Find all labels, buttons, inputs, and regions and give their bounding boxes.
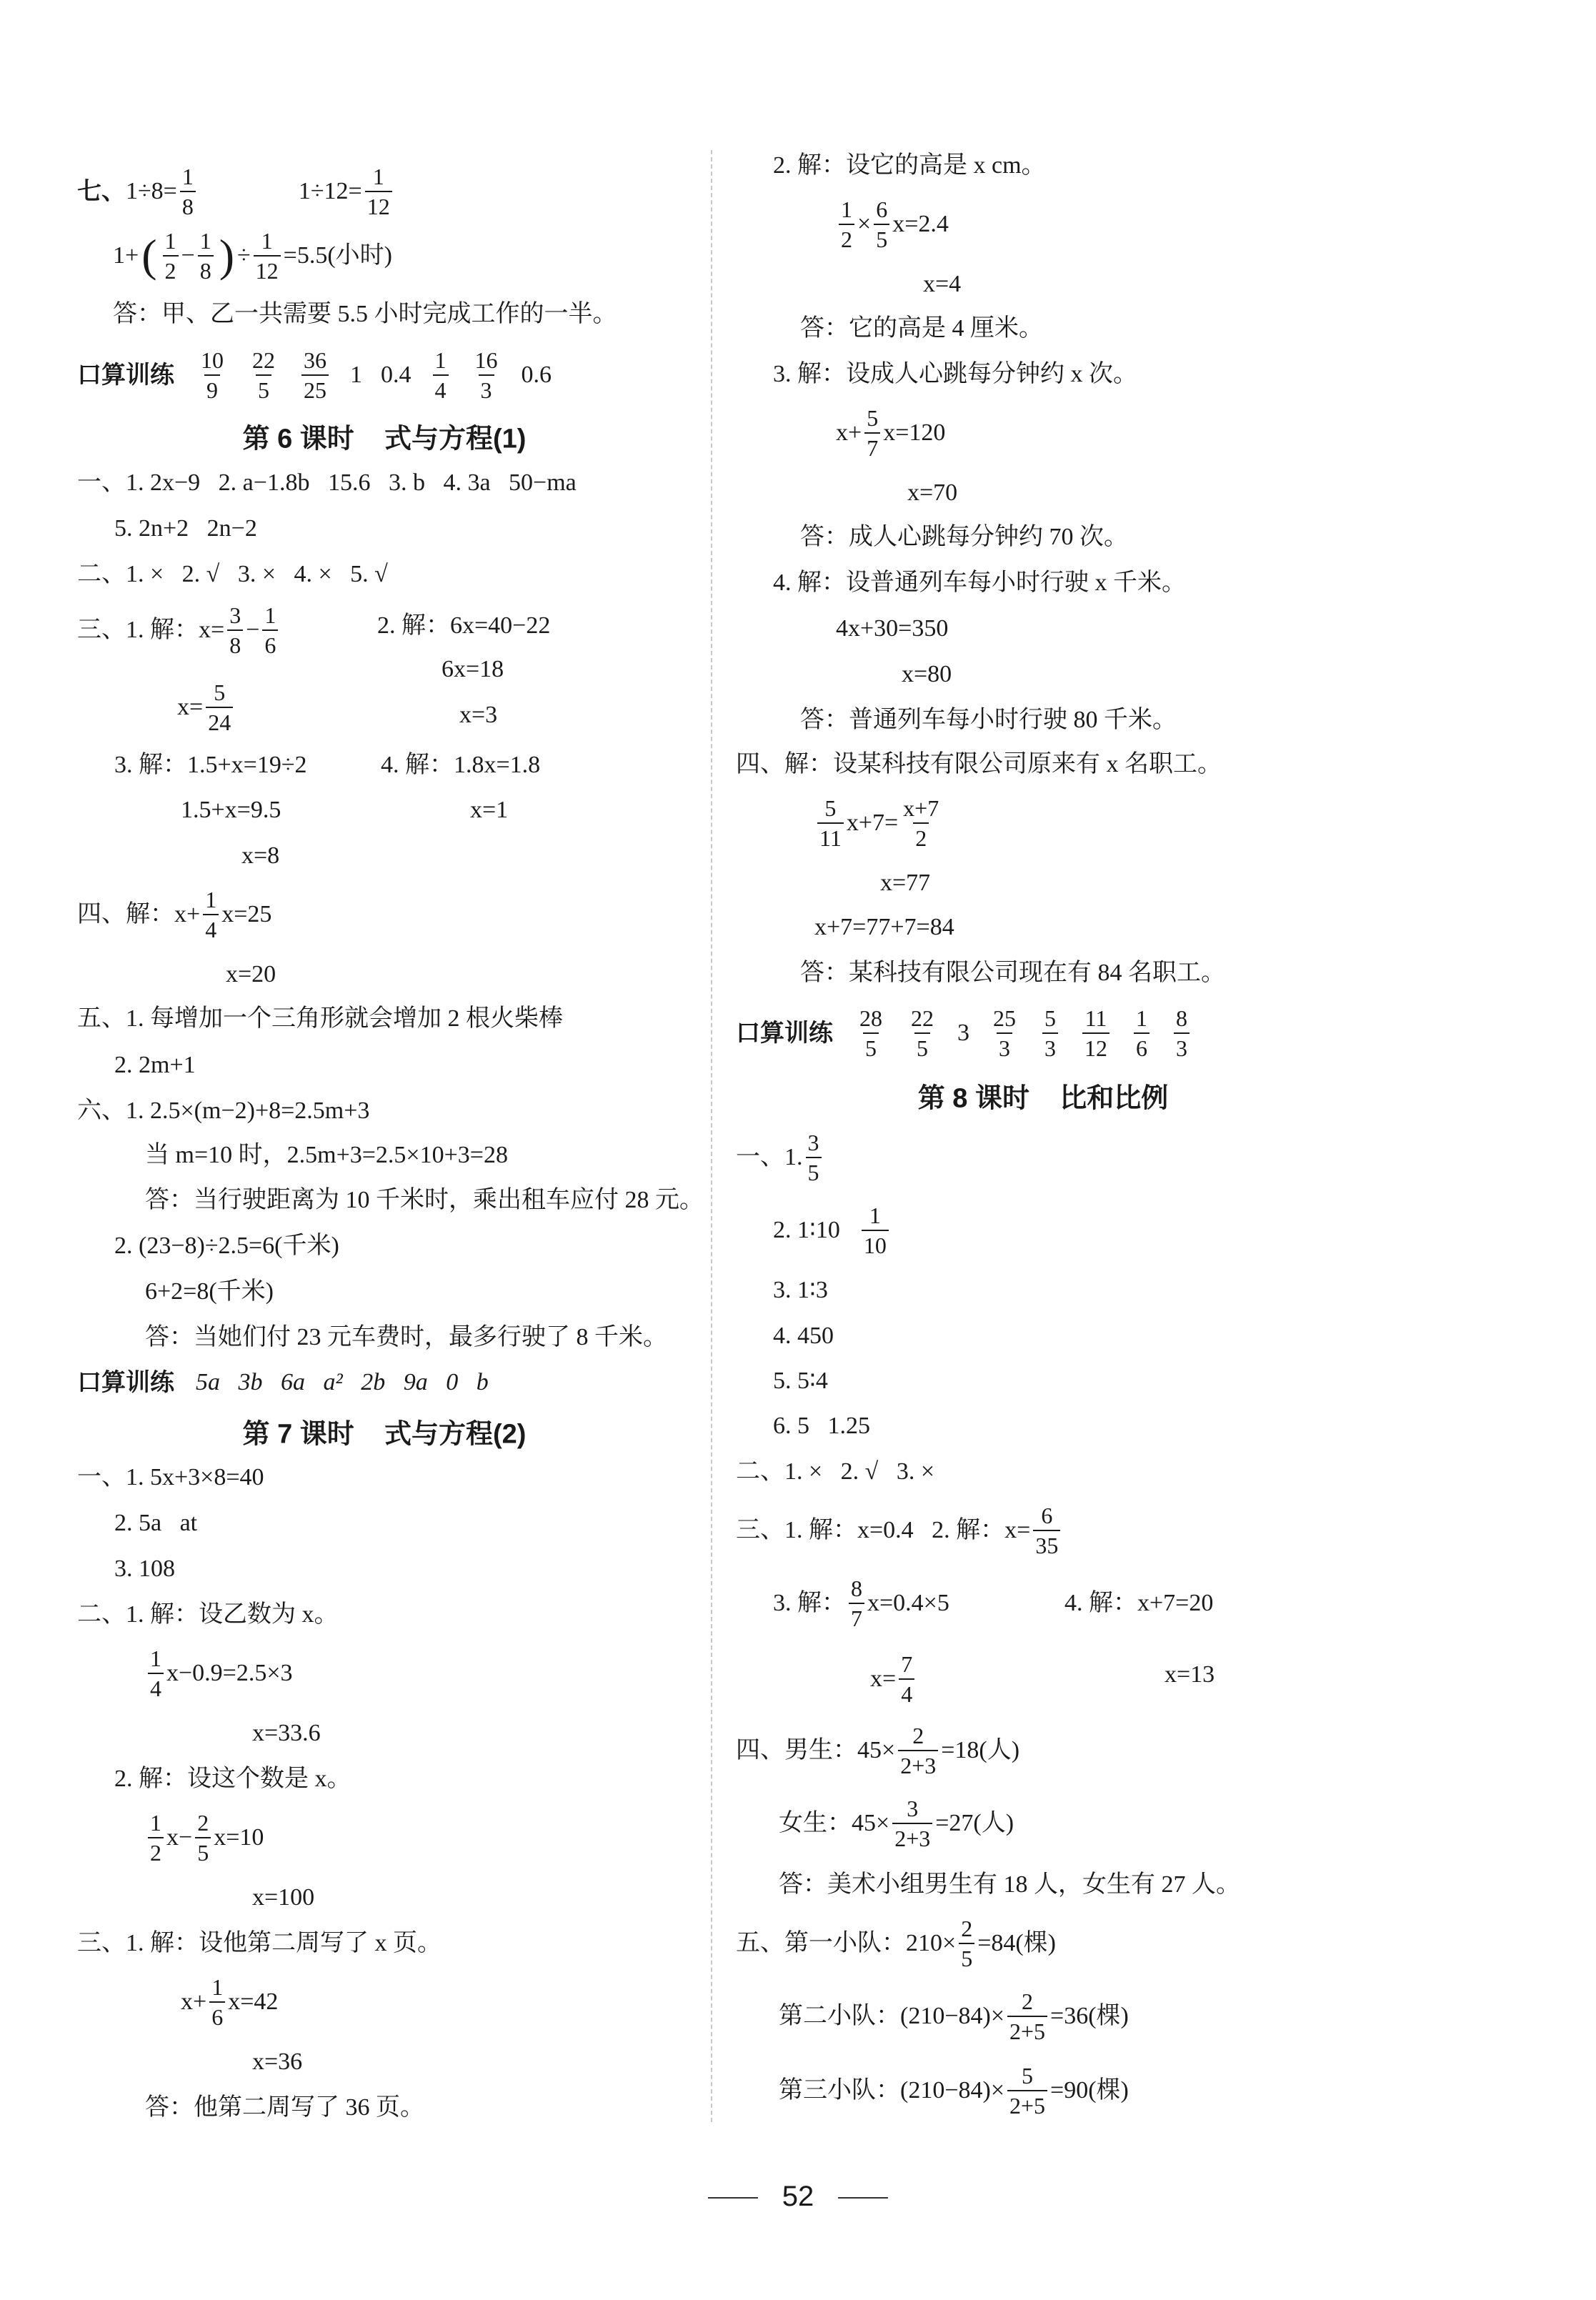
r4-line4: 答：普通列车每小时行驶 80 千米。	[800, 707, 1177, 733]
u3-line1: 三、1. 解：x=0.4 2. 解：x= $\frac{6}{35}$	[736, 1504, 1063, 1557]
u3-q4-line2: x=13	[1164, 1661, 1215, 1688]
s3-q2-line1: 2. 解：6x=40−22	[377, 612, 551, 639]
lesson6-heading: 第 6 课时 式与方程(1)	[242, 424, 527, 454]
u3-line2: 3. 解： 8 7 x=0.4×5	[773, 1575, 949, 1631]
r5-line3: x=77	[880, 870, 931, 896]
s3-q3-line2: 1.5+x=9.5	[181, 797, 281, 823]
u2-line: 二、1. × 2. √ 3. ×	[736, 1458, 935, 1485]
fraction: $\frac{1}{8}$	[180, 165, 196, 218]
r3-line2: x+ $\frac{5}{7}$ x=120	[836, 405, 946, 461]
s6-line1: 六、1. 2.5×(m−2)+8=2.5m+3	[77, 1097, 370, 1124]
t2-line1: 二、1. 解：设乙数为 x。	[77, 1601, 339, 1628]
u1-line1: 一、1. 3 5	[736, 1131, 824, 1184]
q7-answer: 答：甲、乙一共需要 5.5 小时完成工作的一半。	[113, 301, 617, 327]
r5-line1: 四、解：设某科技有限公司原来有 x 名职工。	[736, 751, 1222, 777]
s6-line2: 当 m=10 时，2.5m+3=2.5×10+3=28	[145, 1142, 508, 1168]
t3-line3: x=36	[252, 2048, 303, 2075]
u5-line1: 五、第一小队：210× $\frac{2}{5}$ =84(棵)	[736, 1916, 1057, 1971]
r2-line1: 2. 解：设它的高是 x cm。	[773, 152, 1046, 179]
right-column	[736, 0, 1350, 2215]
q7-eq2: 1÷12=	[298, 178, 362, 204]
t1-line1: 一、1. 5x+3×8=40	[77, 1464, 264, 1490]
u1-line3: 3. 1∶3	[773, 1277, 828, 1303]
r4-line3: x=80	[902, 661, 952, 687]
s3-q2-line3: x=3	[459, 702, 498, 728]
s2-line: 二、1. × 2. √ 3. × 4. × 5. √	[77, 561, 388, 587]
s5-line1: 五、1. 每增加一个三角形就会增加 2 根火柴棒	[77, 1005, 563, 1032]
s5-line2: 2. 2m+1	[114, 1052, 196, 1078]
t3-line4: 答：他第二周写了 36 页。	[145, 2094, 424, 2121]
u3-line3: x= $\frac{7}{4}$	[870, 1653, 917, 1706]
s4-line2: x=20	[226, 961, 276, 987]
u4-line3: 答：美术小组男生有 18 人，女生有 27 人。	[779, 1871, 1240, 1898]
r2-line3: x=4	[923, 271, 962, 297]
r2-line4: 答：它的高是 4 厘米。	[800, 315, 1043, 342]
t3-line1: 三、1. 解：设他第二周写了 x 页。	[77, 1930, 442, 1956]
r3-line3: x=70	[907, 479, 958, 506]
t2-q2-line3: x=100	[252, 1884, 315, 1911]
r5-line4: x+7=77+7=84	[814, 914, 954, 940]
u5-line3: 第三小队：(210−84)× $\frac{5}{2+5}$ =90(棵)	[779, 2063, 1129, 2119]
t2-line3: x=33.6	[252, 1720, 321, 1746]
t1-line3: 3. 108	[114, 1555, 175, 1582]
s3-q4-line1: 4. 解：1.8x=1.8	[381, 752, 541, 778]
q7-line1	[77, 165, 395, 218]
u5-line2: 第二小队：(210−84)× $\frac{2}{2+5}$ =36(棵)	[779, 1988, 1129, 2044]
s6-line6: 答：当她们付 23 元车费时，最多行驶了 8 千米。	[145, 1324, 667, 1350]
fraction: $\frac{1}{12}$	[365, 165, 392, 218]
q7-line2: 1+ ( 1 2 − $\frac{1}{8}$ ) ÷ $\frac{1}{12}$ =5.5(小时)	[113, 228, 392, 284]
u1-line6: 6. 5 1.25	[773, 1413, 870, 1439]
fraction: $\frac{1}{12}$	[254, 229, 281, 282]
r5-line5: 答：某科技有限公司现在有 84 名职工。	[800, 960, 1225, 986]
q7-prefix: 七、	[77, 178, 126, 205]
s3-line1: 三、1. 解：x= $\frac{3}{8}$ − $\frac{1}{6}$	[77, 604, 281, 657]
s3-q1-line2: x= $\frac{5}{24}$	[177, 681, 236, 734]
t2-q2-line1: 2. 解：设这个数是 x。	[114, 1766, 351, 1792]
u3-q4-line1: 4. 解：x+7=20	[1064, 1590, 1214, 1616]
oral-training-1: 口算训练 10 9 22 5 36 25 1 0.4 1 4 16 3 0.6	[77, 347, 552, 403]
t2-line2: 1 4 x−0.9=2.5×3	[145, 1647, 293, 1700]
u1-line5: 5. 5∶4	[773, 1368, 828, 1394]
s6-line3: 答：当行驶距离为 10 千米时，乘出租车应付 28 元。	[145, 1187, 704, 1213]
lesson7-heading: 第 7 课时 式与方程(2)	[242, 1419, 527, 1450]
q7-eq1: 1÷8=	[126, 178, 177, 204]
lesson8-heading: 第 8 课时 比和比例	[917, 1083, 1169, 1114]
s4-line1: 四、解：x+ $\frac{1}{4}$ x=25	[77, 887, 272, 942]
s3-q3-line3: x=8	[241, 842, 280, 869]
r2-line2: $\frac{1}{2}$ × $\frac{6}{5}$ x=2.4	[836, 198, 949, 251]
s6-line5: 6+2=8(千米)	[145, 1278, 274, 1305]
s3-q4-line2: x=1	[470, 797, 509, 823]
page-number: 52	[0, 2181, 1596, 2213]
fraction: 1 2	[163, 229, 179, 282]
r3-line1: 3. 解：设成人心跳每分钟约 x 次。	[773, 361, 1137, 387]
t1-line2: 2. 5a at	[114, 1510, 198, 1536]
column-divider	[711, 150, 712, 2122]
r3-line4: 答：成人心跳每分钟约 70 次。	[800, 524, 1128, 550]
s3-q3-line1: 3. 解：1.5+x=19÷2	[114, 752, 307, 778]
t3-line2: x+ $\frac{1}{6}$ x=42	[181, 1974, 279, 2030]
s1-line2: 5. 2n+2 2n−2	[114, 515, 257, 542]
s3-q2-line2: 6x=18	[442, 656, 504, 682]
fraction: $\frac{1}{8}$	[198, 229, 214, 282]
r4-line2: 4x+30=350	[836, 615, 949, 642]
oral-training-3: 口算训练 28 5 22 5 3 25 3 5 3 11 12 1 6 8 3	[736, 1007, 1192, 1060]
r5-line2: 5 11 x+7= $\frac{x+7}{2}$	[814, 797, 944, 850]
u4-line1: 四、男生：45× $\frac{2}{2+3}$ =18(人)	[736, 1723, 1020, 1778]
u1-line4: 4. 450	[773, 1323, 834, 1349]
u1-line2: 2. 1∶10 1 10	[773, 1204, 892, 1257]
u4-line2: 女生：45× $\frac{3}{2+3}$ =27(人)	[779, 1796, 1014, 1851]
left-column	[77, 0, 704, 2215]
s1-line1: 一、1. 2x−9 2. a−1.8b 15.6 3. b 4. 3a 50−ma	[77, 469, 577, 496]
oral-training-2: 口算训练 5a 3b 6a a² 2b 9a 0 b	[77, 1369, 489, 1396]
t2-q2-line2: 1 2 x− $\frac{2}{5}$ x=10	[145, 1811, 264, 1864]
r4-line1: 4. 解：设普通列车每小时行驶 x 千米。	[773, 569, 1186, 596]
s6-line4: 2. (23−8)÷2.5=6(千米)	[114, 1233, 339, 1259]
